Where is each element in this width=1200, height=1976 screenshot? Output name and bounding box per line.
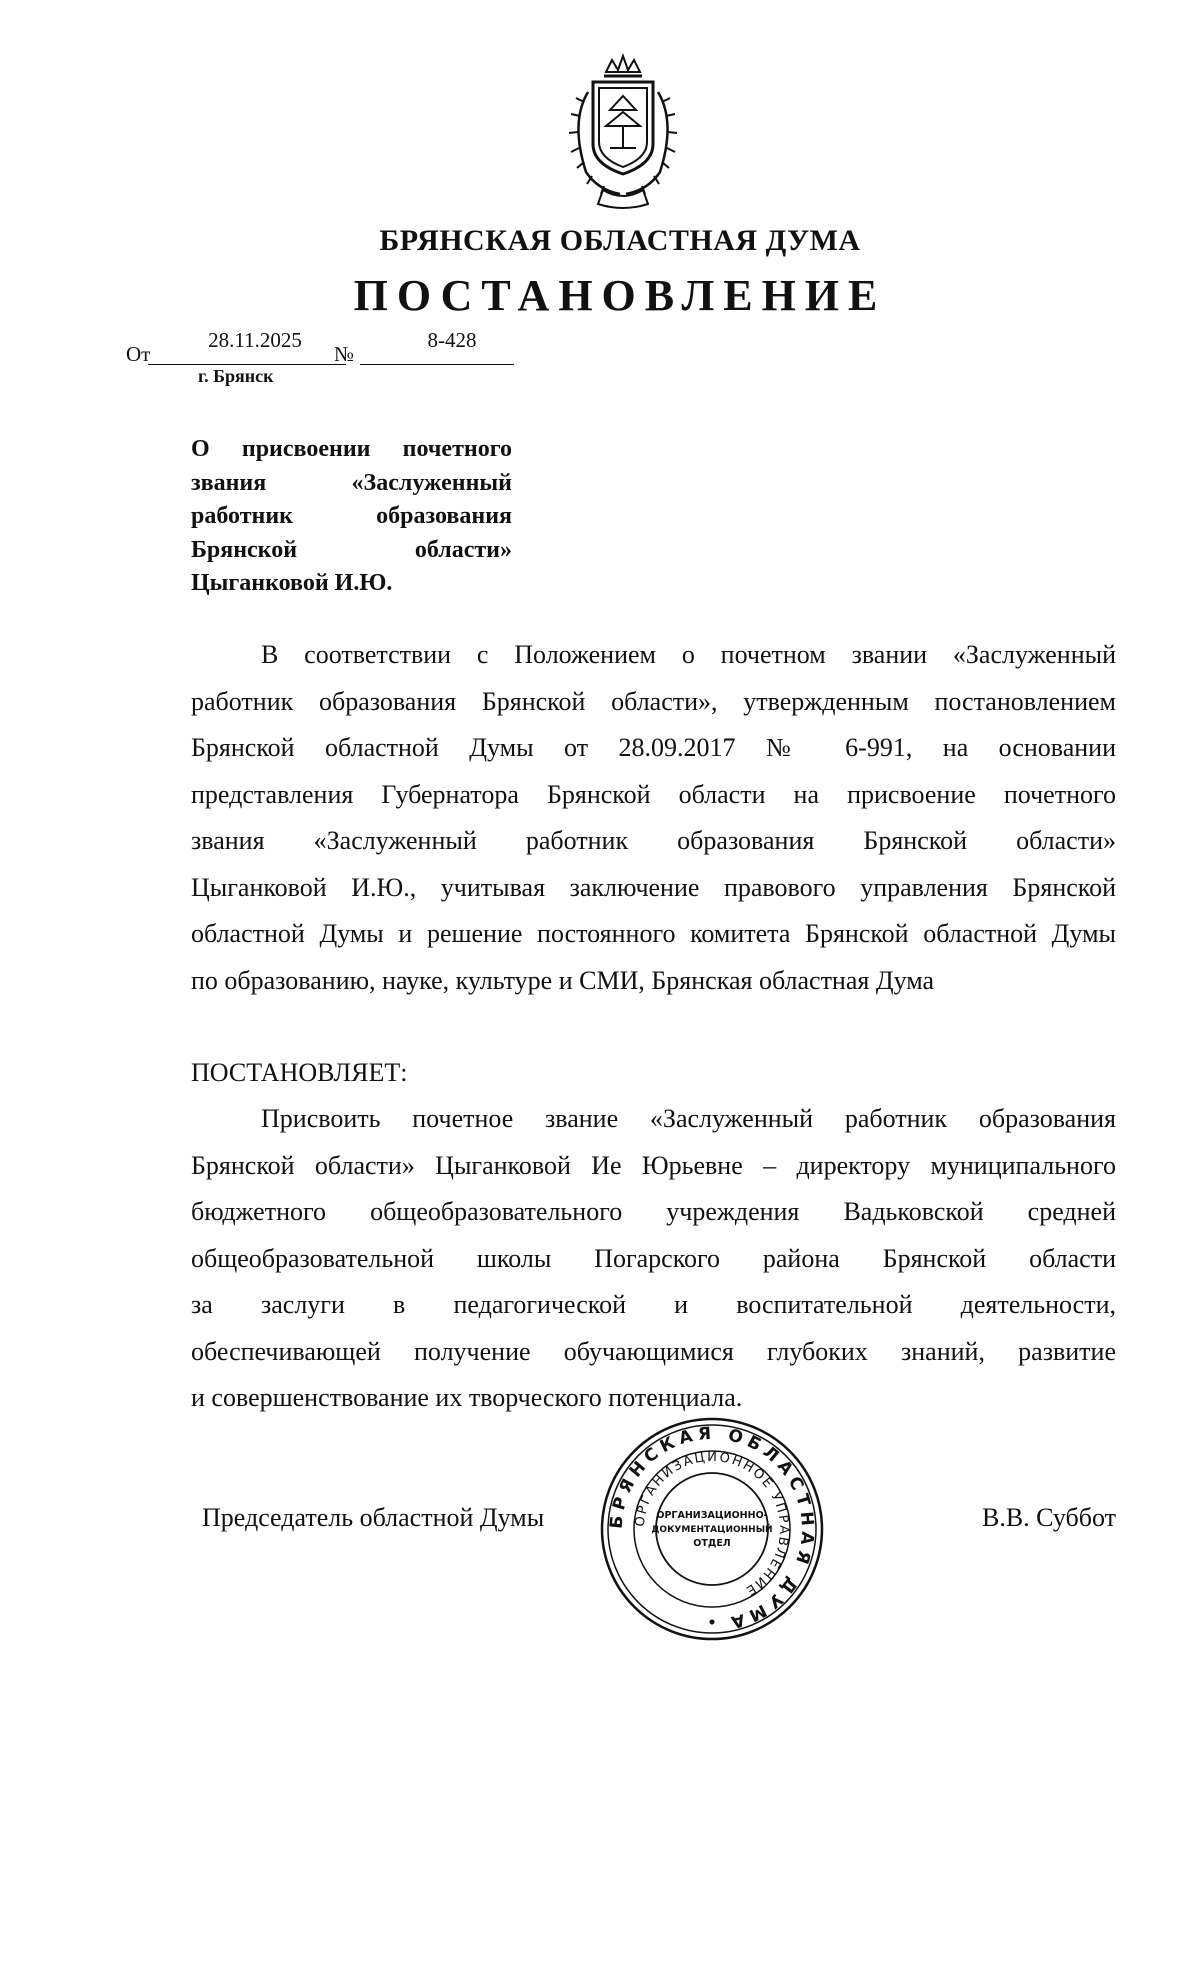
- number-label: №: [334, 342, 355, 366]
- paragraph-line: звания «Заслуженный работник образования Брянской области»: [191, 826, 1116, 855]
- signatory-name: В.В. Суббот: [981, 1503, 1116, 1532]
- document-type-title: ПОСТАНОВЛЕНИЕ: [353, 271, 887, 320]
- paragraph-line: бюджетного общеобразовательного учреждения Вадьковской средней: [191, 1197, 1116, 1226]
- paragraph-line: областной Думы и решение постоянного комитета Брянской областной Думы: [191, 919, 1116, 948]
- document-date: 28.11.2025: [208, 328, 302, 352]
- document-subject: [191, 433, 512, 601]
- seal-center-line: ОТДЕЛ: [693, 1538, 731, 1549]
- paragraph-line: представления Губернатора Брянской области на присвоение почетного: [191, 779, 1116, 809]
- seal-outer-text: БРЯНСКАЯ ОБЛАСТНАЯ ДУМА: [606, 1423, 818, 1633]
- document-meta-row: [126, 326, 526, 366]
- subject-line: работник образования: [191, 503, 512, 530]
- paragraph-line: Брянской областной Думы от 28.09.2017 № 6-991, на основании: [191, 733, 1116, 762]
- preamble-paragraph: [191, 632, 1116, 1004]
- issuing-body-name: БРЯНСКАЯ ОБЛАСТНАЯ ДУМА: [379, 224, 861, 257]
- date-underline: [148, 364, 346, 365]
- number-underline: [360, 364, 514, 365]
- date-label: От: [126, 342, 151, 366]
- document-city: г. Брянск: [198, 366, 274, 386]
- official-round-seal-icon: [597, 1414, 827, 1644]
- paragraph-line: Цыганковой И.Ю., учитывая заключение правового управления Брянской: [191, 872, 1116, 902]
- resolves-heading: [191, 1050, 1116, 1097]
- resolves-word: ПОСТАНОВЛЯЕТ:: [191, 1058, 408, 1087]
- subject-line: звания «Заслуженный: [191, 469, 512, 496]
- signatory-position: Председатель областной Думы: [202, 1503, 545, 1532]
- subject-line: О присвоении почетного: [191, 436, 512, 462]
- bryansk-coat-of-arms-icon: [548, 52, 698, 212]
- seal-center-line: ДОКУМЕНТАЦИОННЫЙ: [651, 1525, 773, 1535]
- paragraph-line: и совершенствование их творческого потенциала.: [191, 1383, 743, 1412]
- paragraph-line: за заслуги в педагогической и воспитательной деятельности,: [191, 1290, 1116, 1319]
- paragraph-line: общеобразовательной школы Погарского района Брянской области: [191, 1243, 1116, 1273]
- paragraph-line: работник образования Брянской области», утвержденным постановлением: [191, 686, 1116, 716]
- paragraph-line: обеспечивающей получение обучающимися глубоких знаний, развитие: [191, 1336, 1116, 1366]
- document-number: 8-428: [427, 328, 477, 352]
- subject-line: Цыганковой И.Ю.: [191, 570, 393, 597]
- seal-center-line: ОРГАНИЗАЦИОННО-: [656, 1510, 768, 1521]
- paragraph-line: В соответствии с Положением о почетном звании «Заслуженный: [261, 640, 1116, 669]
- seal-inner-ring-text: ОРГАНИЗАЦИОННОЕ УПРАВЛЕНИЕ: [632, 1449, 792, 1599]
- paragraph-line: Брянской области» Цыганковой Ие Юрьевне – директору муниципального: [191, 1150, 1116, 1180]
- paragraph-line: Присвоить почетное звание «Заслуженный работник образования: [261, 1104, 1116, 1133]
- paragraph-line: по образованию, науке, культуре и СМИ, Брянская областная Дума: [191, 965, 935, 995]
- subject-line: Брянской области»: [191, 536, 512, 563]
- resolution-paragraph: [191, 1096, 1116, 1422]
